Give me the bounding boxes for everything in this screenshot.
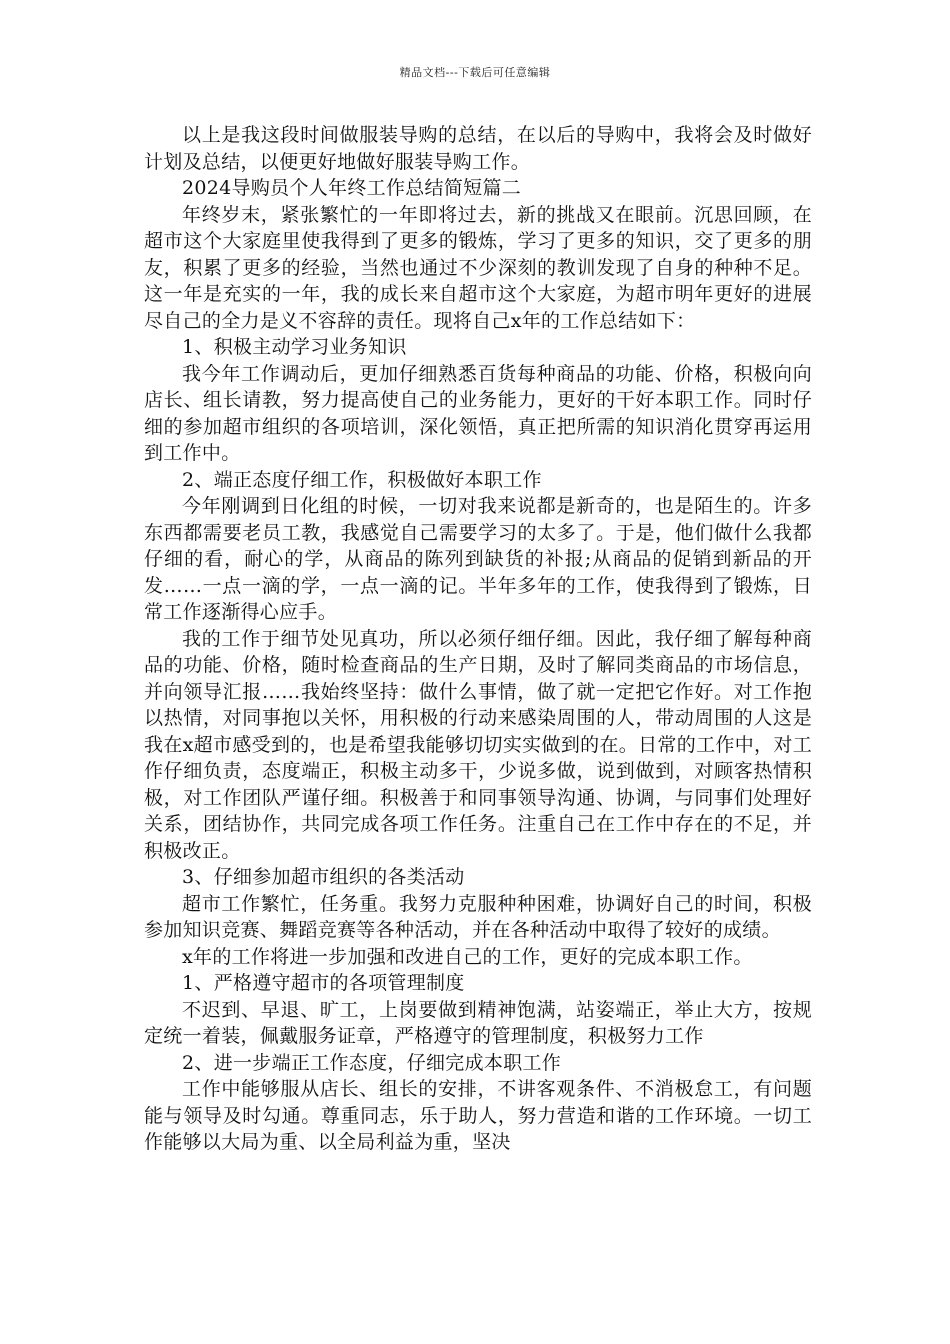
paragraph-item-2a: 今年刚调到日化组的时候，一切对我来说都是新奇的，也是陌生的。许多东西都需要老员工教，我感觉自己需要学习的太多了。于是，他们做什么我都仔细的看，耐心的学，从商品的陈列到缺货的补报;从商品的促销到新品的开发……一点一滴的学，一点一滴的记。半年多年的工作，使我得到了锻炼，日常工作逐渐得心应手。 [144, 495, 812, 623]
paragraph-closing-summary: 以上是我这段时间做服装导购的总结，在以后的导购中，我将会及时做好计划及总结，以便更好地做好服装导购工作。 [144, 124, 812, 173]
heading-plan-2: 2、进一步端正工作态度，仔细完成本职工作 [182, 1051, 562, 1074]
paragraph-plan-2: 工作中能够服从店长、组长的安排，不讲客观条件、不消极怠工，有问题能与领导及时勾通。尊重同志，乐于助人，努力营造和谐的工作环境。一切工作能够以大局为重、以全局利益为重，坚决 [144, 1078, 812, 1153]
heading-item-2: 2、端正态度仔细工作，积极做好本职工作 [182, 468, 542, 491]
paragraph-item-1: 我今年工作调动后，更加仔细熟悉百货每种商品的功能、价格，积极向向店长、组长请教，努力提高使自己的业务能力，更好的干好本职工作。同时仔细的参加超市组织的各项培训，深化领悟，真正把所需的知识消化贯穿再运用到工作中。 [144, 362, 812, 464]
heading-item-1: 1、积极主动学习业务知识 [182, 336, 407, 358]
paragraph-plan-1: 不迟到、早退、旷工，上岗要做到精神饱满，站姿端正，举止大方，按规定统一着装，佩戴服务证章，严格遵守的管理制度，积极努力工作 [144, 998, 812, 1047]
heading-plan-1: 1、严格遵守超市的各项管理制度 [182, 972, 465, 994]
section-title: 2024导购员个人年终工作总结简短篇二 [182, 177, 522, 199]
document-body [144, 122, 812, 1156]
heading-item-3: 3、仔细参加超市组织的各类活动 [182, 866, 465, 888]
paragraph-plan-intro: x年的工作将进一步加强和改进自己的工作，更好的完成本职工作。 [182, 945, 753, 968]
paragraph-intro: 年终岁末，紧张繁忙的一年即将过去，新的挑战又在眼前。沉思回顾，在超市这个大家庭里使我得到了更多的锻炼，学习了更多的知识，交了更多的朋友，积累了更多的经验，当然也通过不少深刻的教训发现了自身的种种不足。这一年是充实的一年，我的成长来自超市这个大家庭，为超市明年更好的进展尽自己的全力是义不容辞的责任。现将自己x年的工作总结如下： [144, 203, 812, 332]
paragraph-item-2b: 我的工作于细节处见真功，所以必须仔细仔细。因此，我仔细了解每种商品的功能、价格，随时检查商品的生产日期，及时了解同类商品的市场信息，并向领导汇报……我始终坚持：做什么事情，做了就一定把它作好。对工作抱以热情，对同事抱以关怀，用积极的行动来感染周围的人，带动周围的人这是我在x超市感受到的，也是希望我能够切切实实做到的在。日常的工作中，对工作仔细负责，态度端正，积极主动多干，少说多做，说到做到，对顾客热情积极，对工作团队严谨仔细。积极善于和同事领导沟通、协调，与同事们处理好关系，团结协作，共同完成各项工作任务。注重自己在工作中存在的不足，并积极改正。 [144, 627, 812, 862]
paragraph-item-3: 超市工作繁忙，任务重。我努力克服种种困难，协调好自己的时间，积极参加知识竞赛、舞蹈竞赛等各种活动，并在各种活动中取得了较好的成绩。 [144, 892, 812, 941]
page-header: 精品文档---下载后可任意编辑 [399, 66, 551, 79]
